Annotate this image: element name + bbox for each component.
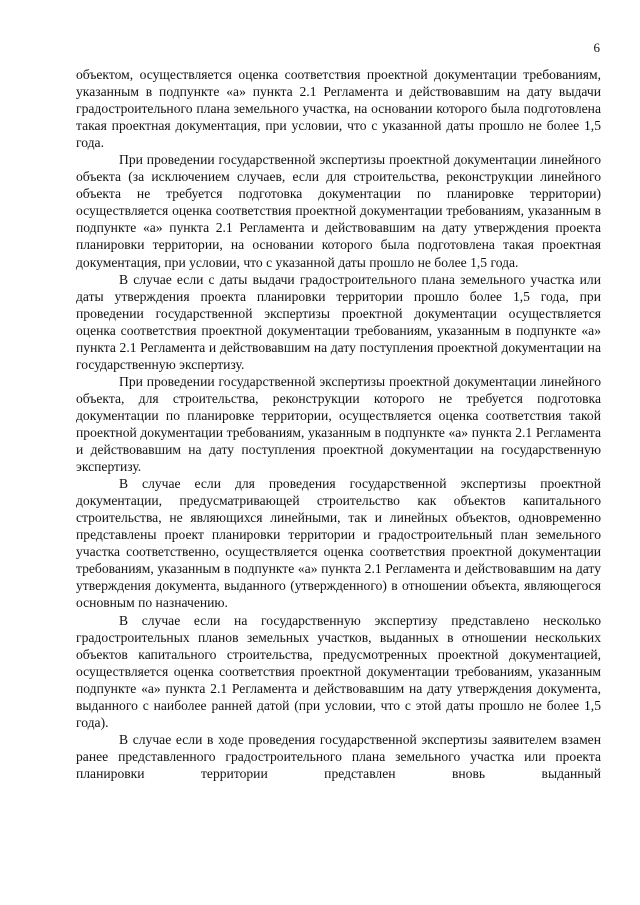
paragraph-5: В случае если для проведения государственной экспертизы проектной документации, предусматривающей строительство как объектов капитального строительства, не являющихся линейными, так и линейных объектов, одновременно представлены проект планировки территории и градостроительный план земельного участка соответственно, осуществляется оценка соответствия проектной документации требованиям, указанным в подпункте «а» пункта 2.1 Регламента и действовавшим на дату утверждения документа, выданного (утвержденного) в отношении объекта, являющегося основным по назначению. — [76, 476, 601, 611]
paragraph-3: В случае если с даты выдачи градостроительного плана земельного участка или даты утверждения проекта планировки территории прошло более 1,5 года, при проведении государственной экспертизы проектной документации осуществляется оценка соответствия проектной документации требованиям, указанным в подпункте «а» пункта 2.1 Регламента и действовавшим на дату поступления проектной документации на государственную экспертизу. — [76, 271, 601, 372]
paragraph-1: объектом, осуществляется оценка соответствия проектной документации требованиям, указанным в подпункте «а» пункта 2.1 Регламента и действовавшим на дату выдачи градостроительного плана земельного участка, на основании которого была подготовлена такая проектная документация, при условии, что с указанной даты прошло не более 1,5 года. — [76, 67, 601, 151]
paragraph-4: При проведении государственной экспертизы проектной документации линейного объекта, для строительства, реконструкции которого не требуется подготовка документации по планировке территории, осуществляется оценка соответствия такой проектной документации требованиям, указанным в подпункте «а» пункта 2.1 Регламента и действовавшим на дату поступления проектной документации на государственную экспертизу. — [76, 373, 601, 475]
paragraph-6: В случае если на государственную экспертизу представлено несколько градостроительных планов земельных участков, выданных в отношении нескольких объектов капитального строительства, предусмотренных проектной документацией, осуществляется оценка соответствия проектной документации требованиям, указанным подпункте «а» пункта 2.1 Регламента и действовавшим на дату утверждения документа, выданного с наиболее ранней датой (при условии, что с этой даты прошло не более 1,5 года). — [76, 612, 601, 730]
paragraph-2: При проведении государственной экспертизы проектной документации линейного объекта (за исключением случаев, если для строительства, реконструкции линейного объекта не требуется подготовка документации по планировке территории) осуществляется оценка соответствия проектной документации требованиям, указанным в подпункте «а» пункта 2.1 Регламента и действовавшим на дату утверждения проекта планировки территории, на основании которого была подготовлена такая проектная документация, при условии, что с указанной даты прошло не более 1,5 года. — [76, 152, 601, 270]
paragraph-7: В случае если в ходе проведения государственной экспертизы заявителем взамен ранее представленного градостроительного плана земельного участка или проекта планировки территории представлен вновь выданный — [76, 731, 601, 781]
document-body — [76, 66, 601, 782]
page-number: 6 — [593, 40, 600, 55]
